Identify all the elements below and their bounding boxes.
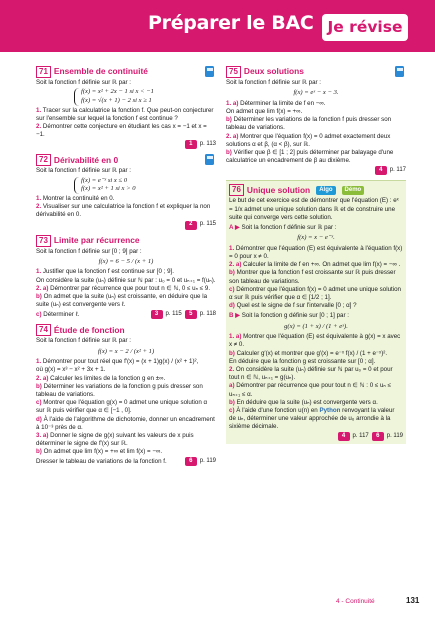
question-number: b) [226,116,232,124]
calculator-icon [205,154,214,165]
piece-line: f(x) = x² + 1 si x > 0 [81,185,136,193]
exercise-73 [36,235,216,320]
question-text: Tracer sur la calculatrice la fonction f. Que peut-on conjecturer sur l'ensemble sur lequel la fonction f est continue ? [36,106,214,122]
exercise-72 [36,154,216,229]
question-number: b) [36,292,42,300]
question-number: 1. [229,244,235,252]
exercise-intro: Soit la fonction f définie sur ℝ par : [226,79,322,86]
exercise-title: Dérivabilité en 0 [53,154,119,165]
question-number: 1. [36,194,42,202]
question-text: On considère la suite (uₙ) définie sur ℕ par : u₀ = 0 et uₙ₊₁ = f(uₙ). [36,276,216,284]
exercise-74 [36,324,216,466]
question-text: Calculer la limite de f en +∞. On admet que lim f(x) = −∞ . [243,261,401,269]
question-text: Déterminer la limite de f en −∞. [240,99,326,107]
question-number: 1. [36,268,42,276]
question-number: 2. [229,365,235,373]
question-text: Démontrer par récurrence que pour tout n ∈ ℕ, 0 ≤ uₙ ≤ 9. [50,284,211,292]
question-number: b) [36,382,42,390]
question-number: b) [229,269,235,277]
question-text: où g(x) = x³ − x² + 3x + 1. [36,366,106,374]
question-text: Déterminer ℓ. [43,310,80,318]
exercise-intro: Soit la fonction f définie sur ℝ par : [36,79,132,86]
exercise-number: 75 [226,66,241,78]
question-text: Montrer que l'équation f(x) = 0 admet exactement deux solutions α et β, (α < β), sur ℝ. [226,132,391,148]
exercise-number: 74 [36,324,51,336]
piece-line: f(x) = √(x + 1) − 2 si x ≥ 1 [81,96,152,104]
python-logo-icon: Python [319,406,341,414]
question-text: En déduire que la suite (uₙ) est convergente vers α. [236,398,378,406]
part-label: B ▶ [229,312,240,320]
page-ref-text: p. 113 [199,140,216,147]
question-text: Donner le signe de g(x) suivant les valeurs de x puis déterminer le signe de f′(x) sur ℝ. [36,431,194,448]
calculator-icon [205,66,214,77]
question-number: 2. a) [226,132,239,140]
exercise-71 [36,66,216,149]
question-number: d) [36,415,42,423]
piece-line: f(x) = e⁻ˣ si x ≤ 0 [81,176,127,184]
page-reference [36,457,216,466]
question-number: 1. [36,106,42,114]
demo-tag: Démo [342,186,365,195]
method-badge: 5 [185,310,197,319]
calculator-icon [395,66,404,77]
question-text: Déterminer les variations de la fonction g puis dresser son tableau de variations. [36,382,203,398]
method-badge: 6 [185,457,197,466]
exercise-75 [226,66,406,175]
question-number: b) [36,448,42,456]
page-ref-text: p. 117 [389,166,406,173]
question-text: Visualiser sur une calculatrice la fonction f et expliquer la non dérivabilité en 0. [36,203,211,219]
method-badge: 6 [372,432,384,441]
exercise-title: Étude de fonction [53,324,125,335]
piecewise-definition [74,177,216,194]
question-text: On considère la suite (uₙ) définie sur ℕ par u₀ = 0 et pour tout n ∈ ℕ, uₙ₊₁ = g(uₙ). [229,365,393,382]
page-ref-text: p. 119 [199,458,216,465]
formula: f(x) = eˣ − x − 3. [293,89,339,97]
exercise-title: Ensemble de continuité [53,66,148,77]
question-number: 2. [36,122,42,130]
question-number: 1. a) [229,333,242,341]
piecewise-definition [74,88,216,105]
page-reference [36,310,216,319]
question-text: Calculer les limites de la fonction g en ±∞. [50,374,166,382]
question-number: b) [229,398,235,406]
question-number: 1. a) [226,99,239,107]
page-header [0,0,435,52]
question-number: c) [229,285,235,293]
method-badge: 3 [151,310,163,319]
je-revise-badge: Je révise [322,14,408,41]
exercise-title: Deux solutions [243,66,304,77]
question-number: 1. [36,358,42,366]
exercise-number: 71 [36,66,51,78]
formula: g(x) = (1 + x) / (1 + eˣ). [284,322,348,330]
question-text: Démontrer par récurrence que pour tout n ∈ ℕ : 0 ≤ uₙ ≤ uₙ₊₁ ≤ α. [229,382,392,398]
question-text: À l'aide de l'algorithme de dichotomie, donner un encadrement à 10⁻³ près de α. [36,415,215,431]
question-text: Justifier que la fonction f est continue sur [0 ; 9]. [42,268,174,276]
formula: f(x) = x − e⁻ˣ. [297,234,335,242]
question-text: Démontrer cette conjecture en étudiant les cas x = −1 et x = −1. [36,122,207,139]
question-text: Démontrer pour tout réel que f′(x) = (x + 1)g(x) / (x² + 1)², [42,358,199,366]
page-reference [229,432,403,441]
question-number: 2. a) [36,374,49,382]
page-ref-text: p. 119 [386,433,403,440]
question-text: On admet que la suite (uₙ) est croissante, en déduire que la suite (uₙ) est convergente vers ℓ. [36,292,208,309]
question-text: renvoyant la valeur de uₙ, déterminer une valeur approchée de u₆ arrondie à la sixième décimale. [229,406,395,431]
question-number: 2. a) [229,261,242,269]
page-ref-text: p. 115 [165,310,182,317]
method-badge: 4 [338,432,350,441]
question-text: Montrer la continuité en 0. [42,194,115,202]
question-text: On admet que lim f(x) = +∞ et lim f(x) = −∞. [43,448,163,456]
question-text: Vérifier que β ∈ [1 ; 2] puis déterminer par balayage d'une calculatrice un encadrement de β au dixième. [226,149,394,165]
part-label: A ▶ [229,223,240,231]
brace [74,177,79,194]
question-number: a) [229,382,235,390]
page-reference [226,166,406,175]
question-number: b) [229,349,235,357]
question-text: Démontrer que l'équation (E) est équivalente à l'équation f(x) = 0 pour x ≠ 0. [229,244,403,261]
question-number: c) [36,310,42,318]
chapter-footer: 4 - Continuité [336,598,375,605]
question-number: c) [36,399,42,407]
exercise-76 [226,180,406,444]
page-ref-text: p. 118 [199,310,216,317]
piece-line: f(x) = x² + 2x − 1 si x < −1 [81,88,154,96]
exercise-intro: Soit la fonction f définie sur ℝ par : [36,167,132,175]
method-badge: 2 [185,221,197,230]
left-column [36,66,216,471]
brace [74,88,79,105]
question-text: À l'aide d'une fonction u(n) en [236,406,318,414]
question-number: d) [229,302,235,310]
question-text: Quel est le signe de f sur l'intervalle [0 ; α] ? [236,302,357,310]
method-badge: 1 [185,140,197,149]
part-intro: Soit la fonction f définie sur ℝ par : [241,223,337,231]
page-title: Préparer le BAC [148,12,314,34]
question-text: Montrer que l'équation (E) est équivalente à g(x) = x avec x ≠ 0. [229,333,401,349]
algo-tag: Algo [316,186,335,195]
question-text: Déterminer les variations de la fonction f puis dresser son tableau de variations. [226,116,392,132]
exercise-number: 73 [36,235,51,247]
question-number: 2. [36,203,42,211]
exercise-title: Unique solution [246,184,311,195]
page-ref-text: p. 115 [199,221,216,228]
question-text: Démontrer que l'équation f(x) = 0 admet une unique solution α sur ℝ puis vérifier que α ∈ [1/2 ; 1]. [229,285,401,301]
question-number: 3. a) [36,431,49,439]
page-number: 131 [406,596,420,605]
exercise-intro: Soit la fonction f définie sur ℝ par : [36,337,132,345]
question-text: Montrer que l'équation g(x) = 0 admet une unique solution α sur ℝ puis vérifier que α ∈ [−1 , 0]. [36,399,208,415]
formula: f(x) = 6 − 5 / (x + 1) [98,257,154,265]
exercise-intro: Le but de cet exercice est de démontrer que l'équation (E) : eˣ = 1/x admet une unique solution dans ℝ et de construire une suite qui converge vers cette solution. [229,197,399,221]
exercise-number: 76 [229,184,244,196]
method-badge: 4 [375,166,387,175]
page-reference [36,221,216,230]
page-ref-text: p. 117 [352,433,369,440]
exercise-title: Limite par récurrence [53,234,140,245]
question-text: Montrer que la fonction f est croissante sur ℝ puis dresser son tableau de variations. [229,269,396,285]
question-number: b) [226,149,232,157]
right-column [226,66,406,449]
formula: f(x) = x − 2 / (x² + 1) [97,347,155,355]
question-text: Calculer g′(x) et montrer que g′(x) = e⁻ˣ f(x) / (1 + e⁻ˣ)². [236,349,388,357]
page-reference [36,140,216,149]
question-text: En déduire que la fonction g est croissante sur [0 ; α]. [229,357,376,365]
question-text: On admet que lim f(x) = +∞. [226,108,303,116]
question-number: 2. a) [36,284,49,292]
part-intro: Soit la fonction g définie sur [0 ; 1] par : [241,312,349,320]
question-text: Dresser le tableau de variations de la fonction f. [36,457,167,465]
exercise-number: 72 [36,154,51,166]
exercise-intro: Soit la fonction f définie sur [0 ; 9] par : [36,247,142,255]
question-number: c) [229,406,235,414]
